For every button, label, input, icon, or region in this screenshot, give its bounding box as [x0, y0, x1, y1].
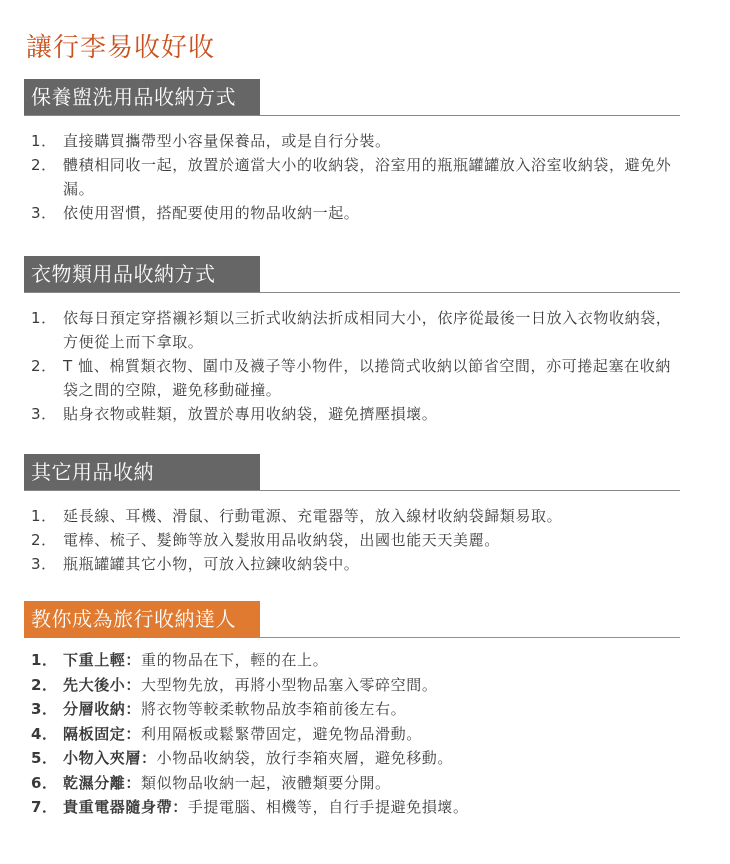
list-item: [24, 153, 680, 201]
item-number: 1．: [31, 651, 58, 669]
section-other: [24, 454, 680, 576]
list-item: [24, 552, 680, 576]
item-number: 3．: [31, 700, 58, 718]
item-label: 貴重電器隨身帶：: [63, 798, 188, 816]
list-item: [24, 402, 680, 426]
item-text: 直接購買攜帶型小容量保養品，或是自行分裝。: [63, 132, 391, 150]
list-item: [24, 795, 680, 820]
item-text: 利用隔板或鬆緊帶固定，避免物品滑動。: [141, 724, 422, 743]
item-text: T 恤、棉質類衣物、圍巾及襪子等小物件，以捲筒式收納以節省空間，亦可捲起塞在收納袋之間的空隙，避免移動碰撞。: [63, 357, 671, 399]
item-number: 1．: [31, 507, 57, 525]
item-number: 7．: [31, 798, 58, 816]
section-toiletries: [24, 79, 680, 225]
item-text: 電棒、梳子、髮飾等放入髮妝用品收納袋，出國也能天天美麗。: [63, 531, 500, 549]
list-item: [24, 504, 680, 528]
list-item: [24, 771, 680, 796]
list-item: [24, 673, 680, 698]
item-number: 2．: [31, 675, 58, 694]
list-item: [24, 648, 680, 673]
list-item: [24, 306, 680, 354]
list-item: [24, 354, 680, 402]
item-text: 手提電腦、相機等，自行手提避免損壞。: [187, 798, 469, 816]
item-text: 大型物先放，再將小型物品塞入零碎空間。: [141, 675, 438, 694]
item-number: 2．: [31, 357, 57, 375]
item-label: 隔板固定：: [63, 724, 142, 743]
item-number: 1．: [31, 309, 57, 327]
section-header: [24, 601, 680, 638]
item-text: 將衣物等較柔軟物品放李箱前後左右。: [141, 700, 407, 718]
item-number: 5．: [31, 749, 58, 767]
item-number: 2．: [31, 156, 57, 174]
section-title: 保養盥洗用品收納方式: [24, 79, 260, 115]
section-header: [24, 454, 680, 491]
item-text: 依每日預定穿搭襯衫類以三折式收納法折成相同大小，依序從最後一日放入衣物收納袋，方便從上而下拿取。: [63, 309, 672, 351]
item-label: 乾濕分離：: [63, 773, 142, 792]
item-label: 分層收納：: [63, 700, 142, 718]
section-tips: [24, 601, 680, 820]
item-text: 重的物品在下，輕的在上。: [141, 651, 329, 669]
item-number: 6．: [31, 773, 58, 792]
list-item: [24, 697, 680, 722]
tips-list: [24, 648, 680, 820]
item-text: 體積相同收一起，放置於適當大小的收納袋，浴室用的瓶瓶罐罐放入浴室收納袋，避免外漏。: [63, 156, 672, 198]
list-item: [24, 129, 680, 153]
item-number: 2．: [31, 531, 57, 549]
item-number: 1．: [31, 132, 57, 150]
section-title: 其它用品收納: [24, 454, 260, 490]
item-text: 貼身衣物或鞋類，放置於專用收納袋，避免擠壓損壞。: [63, 405, 438, 423]
section-clothing: [24, 256, 680, 426]
item-list: [24, 129, 680, 225]
item-text: 類似物品收納一起，液體類要分開。: [141, 773, 391, 792]
item-number: 3．: [31, 204, 57, 222]
list-item: [24, 528, 680, 552]
item-list: [24, 504, 680, 576]
section-title: 教你成為旅行收納達人: [24, 601, 260, 637]
item-number: 4．: [31, 724, 58, 743]
item-number: 3．: [31, 555, 57, 573]
item-text: 延長線、耳機、滑鼠、行動電源、充電器等，放入線材收納袋歸類易取。: [63, 507, 563, 525]
list-item: [24, 746, 680, 771]
item-number: 3．: [31, 405, 57, 423]
section-header: [24, 256, 680, 293]
item-text: 小物品收納袋，放行李箱夾層，避免移動。: [156, 749, 454, 767]
item-label: 小物入夾層：: [63, 749, 157, 767]
item-label: 下重上輕：: [63, 651, 142, 669]
item-text: 瓶瓶罐罐其它小物，可放入拉鍊收納袋中。: [63, 555, 360, 573]
section-header: [24, 79, 680, 116]
item-list: [24, 306, 680, 426]
item-text: 依使用習慣，搭配要使用的物品收納一起。: [63, 204, 360, 222]
item-label: 先大後小：: [63, 675, 142, 694]
list-item: [24, 722, 680, 747]
page-title: 讓行李易收好收: [26, 33, 216, 63]
section-title: 衣物類用品收納方式: [24, 256, 260, 292]
list-item: [24, 201, 680, 225]
